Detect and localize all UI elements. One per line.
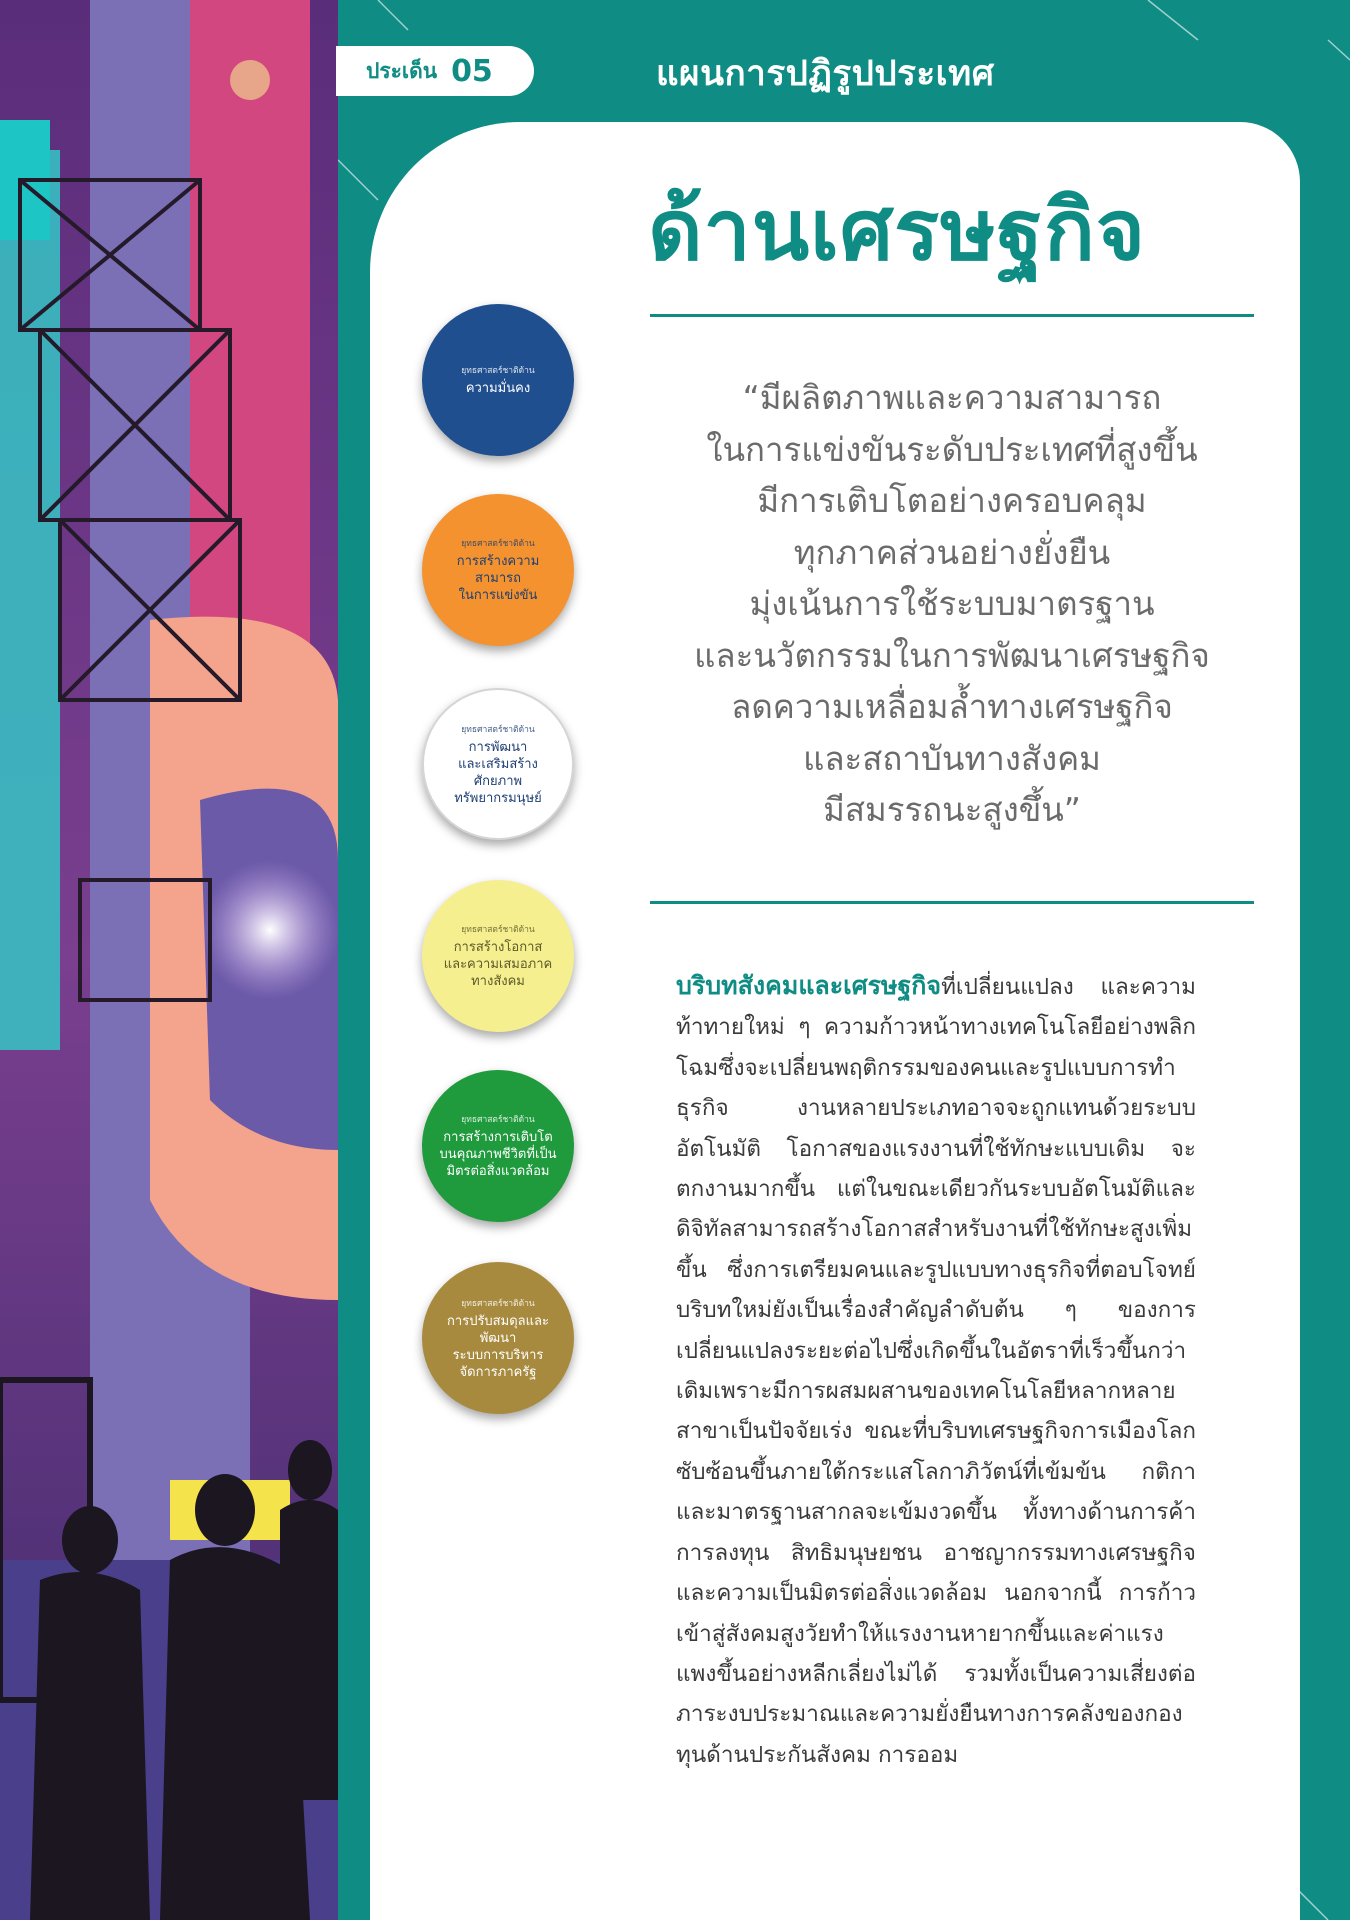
body-paragraph <box>676 966 1196 1775</box>
issue-number: 05 <box>451 53 493 89</box>
strategy-title-line: และความเสมอภาค <box>443 957 553 972</box>
strategy-circle-2 <box>422 494 574 646</box>
vision-quote: “มีผลิตภาพและความสามารถ ในการแข่งขันระดับประเทศที่สูงขึ้น มีการเติบโตอย่างครอบคลุม ทุกภาคส่วนอย่างยั่งยืน มุ่งเน้นการใช้ระบบมาตรฐาน และนวัตกรรมในการพัฒนาเศรษฐกิจ ลดความเหลื่อมล้ำทางเศรษฐกิจ และสถาบันทางสังคม มีสมรรถนะสูงขึ้น” <box>694 378 1210 829</box>
strategy-title-line: จัดการภาครัฐ <box>459 1364 537 1380</box>
strategy-caption: ยุทธศาสตร์ชาติด้าน <box>461 1298 535 1309</box>
strategy-title-line: ในการแข่งขัน <box>458 588 538 603</box>
strategy-circle-1 <box>422 304 574 456</box>
strategy-title-line: ระบบการบริหาร <box>452 1347 544 1363</box>
strategy-caption: ยุทธศาสตร์ชาติด้าน <box>461 539 535 549</box>
strategy-title-line: ทางสังคม <box>471 974 525 989</box>
page-number: 159 <box>1250 1828 1292 1853</box>
strategy-circle-6 <box>422 1262 574 1414</box>
body-lead: บริบทสังคมและเศรษฐกิจ <box>676 971 942 1000</box>
issue-badge <box>336 46 534 96</box>
section-title: ด้านเศรษฐกิจ <box>648 181 1147 279</box>
strategy-caption: ยุทธศาสตร์ชาติด้าน <box>461 366 535 376</box>
strategy-title-line: การปรับสมดุลและ <box>447 1313 549 1329</box>
strategy-title-line: ทรัพยากรมนุษย์ <box>454 790 542 806</box>
strategy-title-line: มิตรต่อสิ่งแวดล้อม <box>446 1164 550 1179</box>
strategy-title-line: พัฒนา <box>479 1330 517 1346</box>
page-header-title: แผนการปฏิรูปประเทศ <box>656 54 995 94</box>
strategy-caption: ยุทธศาสตร์ชาติด้าน <box>461 1115 535 1125</box>
strategy-caption: ยุทธศาสตร์ชาติด้าน <box>461 925 535 935</box>
strategy-circle-5 <box>422 1070 574 1222</box>
quote-divider <box>650 901 1254 904</box>
strategy-title-line: การสร้างการเติบโต <box>443 1130 553 1145</box>
strategy-caption: ยุทธศาสตร์ชาติด้าน <box>461 724 535 735</box>
strategy-title-line: การพัฒนา <box>468 739 528 755</box>
city-illustration <box>0 0 338 1920</box>
strategy-title-line: ความมั่นคง <box>465 381 531 396</box>
strategy-title-line: การสร้างโอกาส <box>453 940 543 955</box>
strategy-title-line: การสร้างความสามารถ <box>456 554 540 586</box>
strategy-title-line: บนคุณภาพชีวิตที่เป็น <box>439 1147 557 1162</box>
issue-label: ประเด็น <box>366 58 438 83</box>
body-text: ที่เปลี่ยนแปลง และความท้าทายใหม่ ๆ ความก้าวหน้าทางเทคโนโลยีอย่างพลิกโฉมซึ่งจะเปลี่ยนพฤติกรรมของคนและรูปแบบการทำธุรกิจ งานหลายประเภทอาจจะถูกแทนด้วยระบบอัตโนมัติ โอกาสของแรงงานที่ใช้ทักษะแบบเดิม จะตกงานมากขึ้น แต่ในขณะเดียวกันระบบอัตโนมัติและดิจิทัลสามารถสร้างโอกาสสำหรับงานที่ใช้ทักษะสูงเพิ่มขึ้น ซึ่งการเตรียมคนและรูปแบบทางธุรกิจที่ตอบโจทย์บริบทใหม่ยังเป็นเรื่องสำคัญลำดับต้น ๆ ของการเปลี่ยนแปลงระยะต่อไปซึ่งเกิดขึ้นในอัตราที่เร็วขึ้นกว่าเดิมเพราะมีการผสมผสานของเทคโนโลยีหลากหลายสาขาเป็นปัจจัยเร่ง ขณะที่บริบทเศรษฐกิจการเมืองโลกซับซ้อนขึ้นภายใต้กระแสโลกาภิวัตน์ที่เข้มข้น กติกาและมาตรฐานสากลจะเข้มงวดขึ้น ทั้งทางด้านการค้าการลงทุน สิทธิมนุษยชน อาชญากรรมทางเศรษฐกิจ และความเป็นมิตรต่อสิ่งแวดล้อม นอกจากนี้ การก้าวเข้าสู่สังคมสูงวัยทำให้แรงงานหายากขึ้นและค่าแรงแพงขึ้นอย่างหลีกเลี่ยงไม่ได้ รวมทั้งเป็นความเสี่ยงต่อภาระงบประมาณและความยั่งยืนทางการคลังของกองทุนด้านประกันสังคม การออม <box>676 974 1196 1768</box>
title-divider <box>650 314 1254 317</box>
strategy-circle-3 <box>422 688 574 840</box>
strategy-circle-4 <box>422 880 574 1032</box>
strategy-title-line: และเสริมสร้างศักยภาพ <box>458 756 538 789</box>
bar-chart-growth-icon <box>444 124 604 238</box>
